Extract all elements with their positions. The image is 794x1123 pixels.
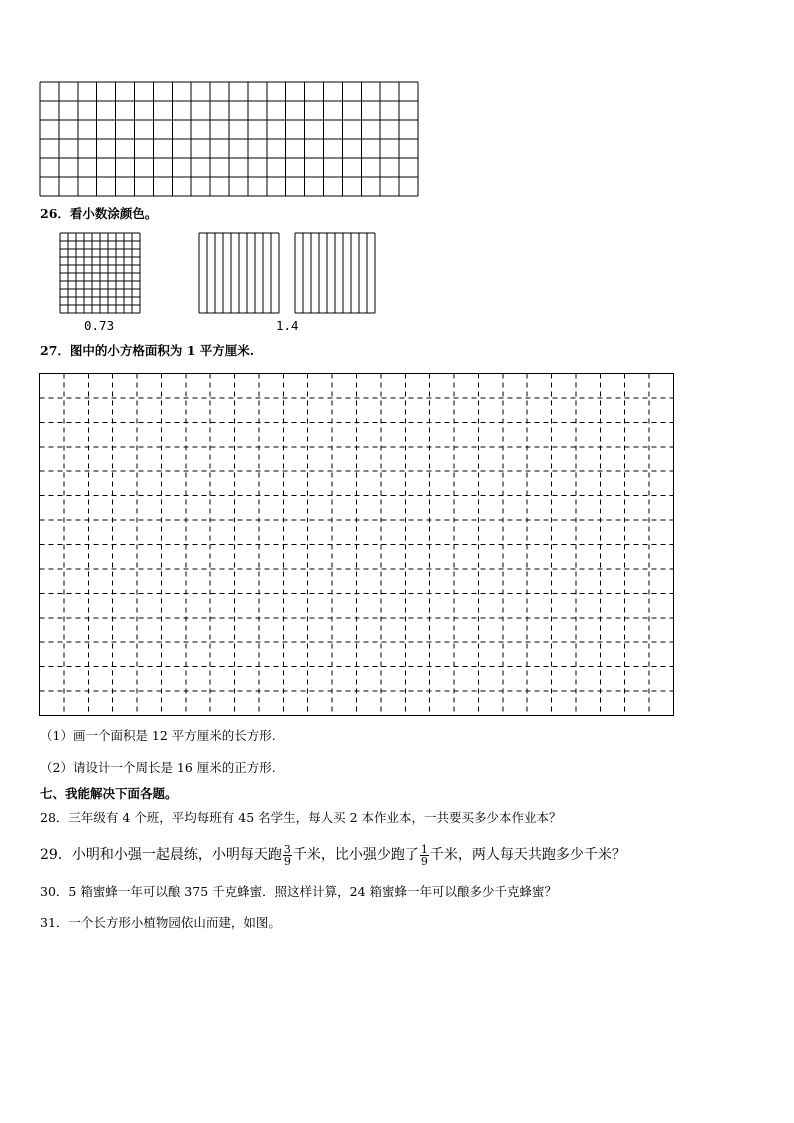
fraction-numerator: 3 [283, 842, 291, 856]
q29-text [40, 840, 626, 870]
fraction-1-9 [420, 844, 429, 867]
q29-part1: 29．小明和小强一起晨练，小明每天跑 [40, 847, 282, 863]
fraction-numerator: 1 [420, 842, 428, 856]
q30-text: 30．5 箱蜜蜂一年可以酿 375 千克蜂蜜．照这样计算，24 箱蜜蜂一年可以酿多少千克蜂蜜？ [40, 884, 558, 899]
q29-part2: 千米，比小强少跑了 [292, 847, 419, 863]
label-0-73: 0.73 [84, 318, 115, 333]
top-grid [39, 81, 420, 198]
section-7-title: 七、我能解决下面各题。 [40, 786, 178, 801]
tenths-strip-2 [294, 232, 376, 314]
q27-sub2: （2）请设计一个周长是 16 厘米的正方形. [40, 760, 276, 775]
dotted-square-grid [39, 373, 675, 717]
fraction-denominator: 9 [283, 854, 291, 868]
q27-title: 27．图中的小方格面积为 1 平方厘米. [40, 343, 255, 358]
tenths-strip-1 [198, 232, 280, 314]
label-1-4: 1.4 [276, 318, 299, 333]
q28-text: 28．三年级有 4 个班，平均每班有 45 名学生，每人买 2 本作业本，一共要买多少本作业本？ [40, 810, 562, 825]
q27-sub1: （1）画一个面积是 12 平方厘米的长方形. [40, 728, 276, 743]
q29-part3: 千米，两人每天共跑多少千米？ [429, 847, 626, 863]
q26-title: 26．看小数涂颜色。 [40, 206, 158, 221]
q31-text: 31．一个长方形小植物园依山而建，如图。 [40, 915, 281, 930]
fraction-denominator: 9 [420, 854, 428, 868]
fraction-3-9 [283, 844, 292, 867]
hundredths-grid [59, 232, 141, 314]
